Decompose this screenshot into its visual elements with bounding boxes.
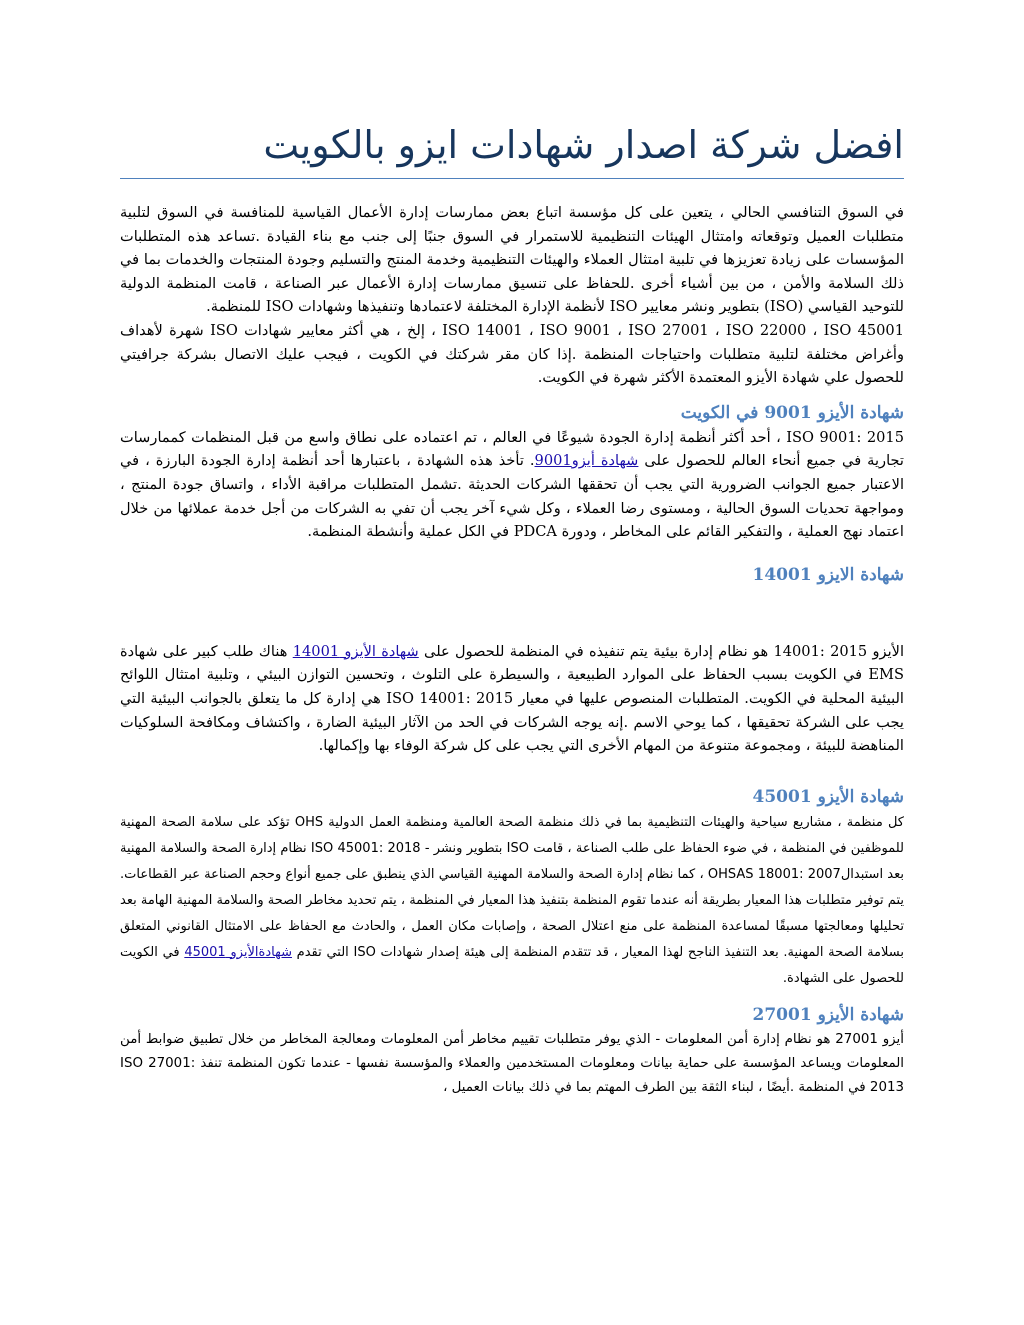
intro-paragraph-1: في السوق التنافسي الحالي ، يتعين على كل مؤسسة اتباع بعض ممارسات إدارة الأعمال القياسية للمنافسة في السوق لتلبية متطلبات العميل وتوقعاته وامتثال الهيئات التنظيمية للاستمرار في السوق جنبًا إلى جنب مع بناء القيادة .تساعد هذه المتطلبات المؤسسات على زيادة تعزيزها في تلبية امتثال العملاء والهيئات التنظيمية وخدمة المنتج والتسليم وجودة المنتجات والخدمات بما في ذلك السلامة والأمن ، من بين أشياء أخرى .للحفاظ على تنسيق ممارسات إدارة الأعمال عبر الصناعة ، قامت المنظمة الدولية للتوحيد القياسي (ISO) بتطوير ونشر معايير ISO لأنظمة الإدارة المختلفة لاعتمادها وتنفيذها وشهادات ISO للمنظمة.: [120, 204, 905, 316]
iso-9001-text-2: . تأخذ هذه الشهادة ، باعتبارها أحد أنظمة إدارة الجودة البارزة ، في الاعتبار جميع الجوانب الضرورية التي يجب أن تحققها الشركات الحديثة .تشمل المتطلبات مراقبة الأداء ، واتساق جودة المنتج ، ومواجهة تحديات السوق الحالية ، ومستوى رضا العملاء ، وكل شيء آخر يجب أن تفي به الشركات من أجل خدمة عملائها من خلال اعتماد نهج العملية ، والتفكير القائم على المخاطر ، ودورة PDCA في الكل عملية وأنشطة المنظمة.: [120, 452, 904, 541]
iso-45001-paragraph: [120, 810, 904, 992]
iso-45001-text-1: كل منظمة ، مشاريع سياحية والهيئات التنظيمية بما في ذلك منظمة الصحة العالمية ومنظمة العمل الدولية OHS تؤكد على سلامة الصحة المهنية للموظفين في المنظمة ، في ضوء الحفاظ على طلب الصناعة ، قامت ISO بتطوير ونشر - ISO 45001: 2018 نظام إدارة الصحة والسلامة المهنية بعد استبدالOHSAS 18001: 2007 ، كما نظام إدارة الصحة والسلامة المهنية القياسي الذي ينطبق على جميع أنواع وحجم الصناعة عبر القطاعات. يتم توفير متطلبات هذا المعيار بطريقة أنه عندما تقوم المنظمة بتنفيذ هذا المعيار في المنظمة ، يتم تحديد مخاطر الصحة والسلامة المهنية الهامة بعد تحليلها ومعالجتها مسبقًا لمساعدة المنظمة على منع اعتلال الصحة ، وإصابات مكان العمل ، والحادث مع الحفاظ على الامتثال القانوني المتعلق بسلامة الصحة المهنية. بعد التنفيذ الناجح لهذا المعيار ، قد تتقدم المنظمة إلى هيئة إصدار شهادات ISO التي تقدم: [120, 814, 905, 960]
heading-iso-9001: شهادة الأيزو 9001 في الكويت: [680, 402, 904, 423]
heading-iso-14001: شهادة الايزو 14001: [752, 564, 904, 585]
heading-iso-27001: شهادة الأيزو 27001: [752, 1004, 904, 1025]
iso-14001-text-1: الأيزو 2015 :14001 هو نظام إدارة بيئية يتم تنفيذه في المنظمة للحصول على: [418, 642, 905, 660]
title-divider: [120, 178, 904, 179]
iso-27001-paragraph: أيزو 27001 هو نظام إدارة أمن المعلومات - الذي يوفر متطلبات تقييم مخاطر أمن المعلومات ومعالجة المخاطر من خلال تطبيق ضوابط أمن المعلومات ويساعد المؤسسة على حماية بيانات ومعلومات المستخدمين والعملاء والمؤسسة نفسها - عندما تكون المنظمة تنفذ ISO 27001: 2013 في المنظمة .أيضًا ، لبناء الثقة بين الطرف المهتم بما في ذلك بيانات العميل ،: [120, 1031, 905, 1095]
heading-iso-45001: شهادة الأيزو 45001: [752, 786, 904, 807]
iso-14001-link[interactable]: شهادة الأيزو 14001: [292, 642, 419, 660]
iso-9001-link[interactable]: شهادة أيزو9001: [534, 452, 639, 470]
iso-9001-text-1: ISO 9001: 2015 ، أحد أكثر أنظمة إدارة الجودة شيوعًا في العالم ، تم اعتماده على نطاق واسع من قبل المنظمات كممارسات تجارية في جميع أنحاء العالم للحصول على: [120, 428, 904, 470]
iso-14001-text-2: هناك طلب كبير على شهادة EMS في الكويت بسبب الحفاظ على الموارد الطبيعية ، والسيطرة على التلوث ، وتحسين التوازن البيئي ، وتلبية امتثال اللوائح البيئية المحلية في الكويت. المتطلبات المنصوص عليها في معيار ISO 14001: 2015 هي إدارة كل ما يتعلق بالجوانب البيئية التي يجب على الشركة تحقيقها ، كما يوحي الاسم .إنه يوجه الشركات في الحد من الآثار البيئية الضارة ، واكتشاف ومكافحة السلوكيات المناهضة للبيئة ، ومجموعة متنوعة من المهام الأخرى التي يجب على كل شركة الوفاء بها وإكمالها.: [120, 642, 904, 755]
iso-45001-link[interactable]: شهادةالأيزو 45001: [184, 944, 292, 960]
iso-45001-text-2: في الكويت للحصول على الشهادة.: [120, 944, 904, 986]
intro-paragraph-2: ISO 14001 ، ISO 9001 ، ISO 27001 ، ISO 22000 ، ISO 45001 ، إلخ ، هي أكثر معايير شهادات ISO شهرة لأهداف وأغراض مختلفة لتلبية متطلبات واحتياجات المنظمة .إذا كان مقر شركتك في الكويت ، فيجب عليك الاتصال بشركة جرافيتي للحصول علي شهادة الأيزو المعتمدة الأكثر شهرة في الكويت.: [120, 321, 904, 387]
iso-14001-paragraph: [120, 640, 904, 758]
iso-9001-paragraph: [120, 426, 904, 544]
document-page: [120, 0, 904, 1100]
page-title: افضل شركة اصدار شهادات ايزو بالكويت: [263, 123, 904, 167]
